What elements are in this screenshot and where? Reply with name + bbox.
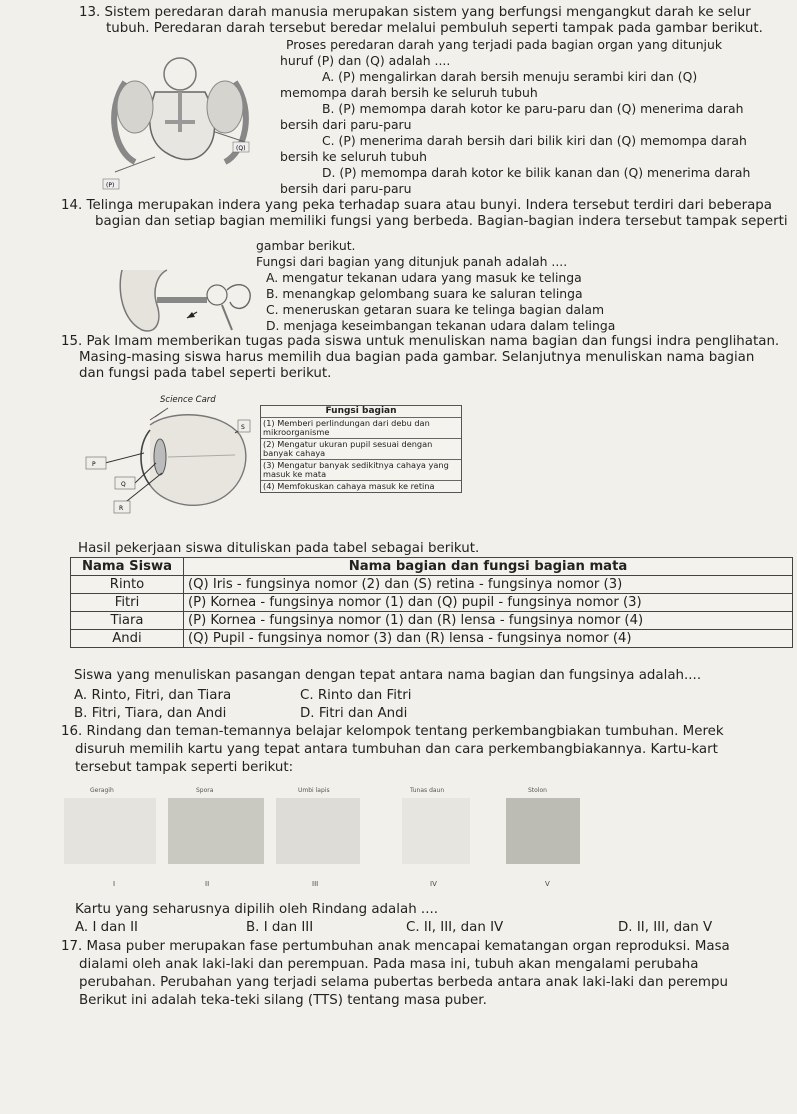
q13-option-d[interactable]: D. (P) memompa darah kotor ke bilik kanan dan (Q) menerima darah [322, 165, 751, 180]
eye-label-q: Q [121, 481, 126, 488]
label-q: (Q) [236, 145, 246, 152]
q16-line1: 16. Rindang dan teman-temannya belajar kelompok tentang perkembangbiakan tumbuhan. Merek [61, 724, 724, 739]
card-label-4: Tunas daun [410, 787, 445, 794]
card-umbi-lapis-image[interactable] [276, 798, 360, 864]
card-spora-image[interactable] [168, 798, 264, 864]
q13-intro-line1: 13. Sistem peredaran darah manusia merupakan sistem yang berfungsi mengangkut darah ke selur [79, 5, 751, 20]
q13-option-b-cont: bersih dari paru-paru [280, 117, 412, 132]
q15-option-a[interactable]: A. Rinto, Fitri, dan Tiara [74, 688, 232, 703]
q13-option-a-cont: memompa darah bersih ke seluruh tubuh [280, 85, 538, 100]
card-label-2: Spora [196, 787, 214, 794]
row-isi: (Q) Pupil - fungsinya nomor (3) dan (R) lensa - fungsinya nomor (4) [184, 630, 793, 648]
q13-option-b[interactable]: B. (P) memompa darah kotor ke paru-paru dan (Q) menerima darah [322, 101, 744, 116]
q16-question: Kartu yang seharusnya dipilih oleh Rindang adalah .... [75, 902, 438, 917]
card-geragih-image[interactable] [64, 798, 156, 864]
q14-line2: bagian dan setiap bagian memiliki fungsi yang berbeda. Bagian-bagian indera tersebut tampak seperti [95, 214, 788, 229]
q13-intro-line2: tubuh. Peredaran darah tersebut beredar melalui pembuluh seperti tampak pada gambar berikut. [106, 21, 763, 36]
card-label-5: Stolon [528, 787, 547, 794]
eye-label-s: S [241, 424, 245, 431]
q16-option-a[interactable]: A. I dan II [75, 920, 138, 935]
table-header-row [71, 558, 793, 576]
q15-line2: Masing-masing siswa harus memilih dua bagian pada gambar. Selanjutnya menuliskan nama bagian [79, 350, 755, 365]
q14-stem: Fungsi dari bagian yang ditunjuk panah adalah .... [256, 254, 568, 269]
card-label-3: Umbi lapis [298, 787, 330, 794]
q13-option-d-cont: bersih dari paru-paru [280, 181, 412, 196]
fungsi-header: Fungsi bagian [261, 406, 461, 418]
science-card-title: Science Card [160, 395, 216, 405]
row-nama: Rinto [71, 576, 184, 594]
eye-figure [80, 405, 260, 515]
card-num-4: IV [430, 880, 437, 888]
q13-option-c[interactable]: C. (P) menerima darah bersih dari bilik kiri dan (Q) memompa darah [322, 133, 747, 148]
table-row [71, 594, 793, 612]
q17-line2: dialami oleh anak laki-laki dan perempuan. Pada masa ini, tubuh akan mengalami perubaha [79, 957, 699, 972]
eye-label-p: P [92, 461, 96, 468]
table-row [71, 576, 793, 594]
q15-line1: 15. Pak Imam memberikan tugas pada siswa untuk menuliskan nama bagian dan fungsi indra penglihatan. [61, 334, 780, 349]
q14-option-d[interactable]: D. menjaga keseimbangan tekanan udara dalam telinga [266, 318, 616, 333]
card-tunas-daun-image[interactable] [402, 798, 470, 864]
q16-line2: disuruh memilih kartu yang tepat antara tumbuhan dan cara perkembangbiakannya. Kartu-kart [75, 742, 718, 757]
q14-line1: 14. Telinga merupakan indera yang peka terhadap suara atau bunyi. Indera tersebut terdiri dari beberapa [61, 198, 773, 213]
q16-option-d[interactable]: D. II, III, dan V [618, 920, 713, 935]
q13-stem-line2: huruf (P) dan (Q) adalah .... [280, 53, 451, 68]
ear-figure [112, 250, 262, 338]
q15-option-b[interactable]: B. Fitri, Tiara, dan Andi [74, 706, 227, 721]
q17-line4: Berikut ini adalah teka-teki silang (TTS) tentang masa puber. [79, 993, 487, 1008]
card-num-3: III [312, 880, 319, 888]
q15-option-d[interactable]: D. Fitri dan Andi [300, 706, 408, 721]
row-nama: Andi [71, 630, 184, 648]
q13-option-a[interactable]: A. (P) mengalirkan darah bersih menuju serambi kiri dan (Q) [322, 69, 698, 84]
fungsi-bagian-table [260, 405, 462, 493]
card-label-1: Geragih [90, 787, 114, 794]
row-nama: Fitri [71, 594, 184, 612]
q13-stem-line1: Proses peredaran darah yang terjadi pada bagian organ yang ditunjuk [286, 37, 723, 52]
card-num-5: V [545, 880, 550, 888]
q16-line3: tersebut tampak seperti berikut: [75, 760, 294, 775]
fungsi-item-1: (1) Memberi perlindungan dari debu dan mikroorganisme [261, 418, 461, 439]
table-row [71, 612, 793, 630]
q14-option-b[interactable]: B. menangkap gelombang suara ke saluran telinga [266, 286, 583, 301]
hasil-pekerjaan-table [70, 557, 793, 648]
fungsi-item-4: (4) Memfokuskan cahaya masuk ke retina [263, 481, 435, 491]
q15-line3: dan fungsi pada tabel seperti berikut. [79, 366, 332, 381]
card-num-1: I [113, 880, 116, 888]
q17-line1: 17. Masa puber merupakan fase pertumbuhan anak mencapai kematangan organ reproduksi. Masa [61, 939, 730, 954]
table-row [71, 630, 793, 648]
col-nama-siswa: Nama Siswa [71, 558, 184, 576]
q13-option-c-cont: bersih ke seluruh tubuh [280, 149, 427, 164]
col-nama-bagian: Nama bagian dan fungsi bagian mata [184, 558, 793, 576]
q14-option-a[interactable]: A. mengatur tekanan udara yang masuk ke telinga [266, 270, 582, 285]
row-isi: (Q) Iris - fungsinya nomor (2) dan (S) retina - fungsinya nomor (3) [184, 576, 793, 594]
row-isi: (P) Kornea - fungsinya nomor (1) dan (R) lensa - fungsinya nomor (4) [184, 612, 793, 630]
card-num-2: II [205, 880, 210, 888]
row-isi: (P) Kornea - fungsinya nomor (1) dan (Q) pupil - fungsinya nomor (3) [184, 594, 793, 612]
q16-option-c[interactable]: C. II, III, dan IV [406, 920, 504, 935]
heart-circulation-figure [95, 52, 270, 197]
circulation-illustration [114, 58, 246, 172]
q14-line3: gambar berikut. [256, 238, 356, 253]
q15-hasil-caption: Hasil pekerjaan siswa dituliskan pada tabel sebagai berikut. [78, 541, 480, 556]
q17-line3: perubahan. Perubahan yang terjadi selama pubertas berbeda antara anak laki-laki dan perempu [79, 975, 728, 990]
row-nama: Tiara [71, 612, 184, 630]
fungsi-item-2: (2) Mengatur ukuran pupil sesuai dengan banyak cahaya [261, 439, 461, 460]
q14-option-c[interactable]: C. meneruskan getaran suara ke telinga bagian dalam [266, 302, 605, 317]
eye-label-r: R [119, 505, 124, 512]
q15-question: Siswa yang menuliskan pasangan dengan tepat antara nama bagian dan fungsinya adalah.... [74, 668, 702, 683]
card-stolon-image[interactable] [506, 798, 580, 864]
q15-option-c[interactable]: C. Rinto dan Fitri [300, 688, 412, 703]
q16-option-b[interactable]: B. I dan III [246, 920, 314, 935]
fungsi-item-3: (3) Mengatur banyak sedikitnya cahaya yang masuk ke mata [261, 460, 461, 481]
label-p: (P) [106, 182, 115, 189]
